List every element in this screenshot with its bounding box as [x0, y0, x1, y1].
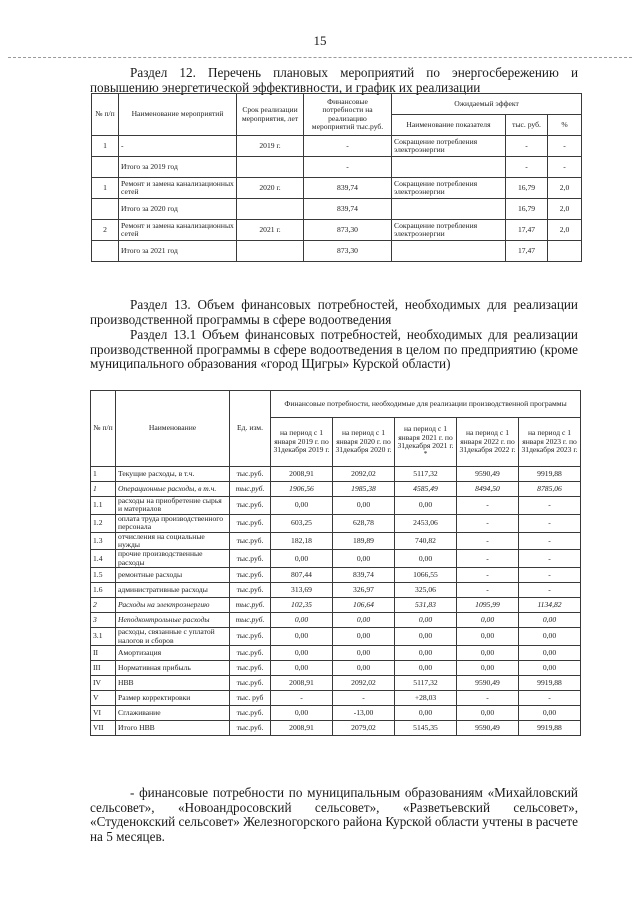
row-value: -	[457, 691, 519, 706]
row-value: -	[271, 691, 333, 706]
row-name: Расходы на электроэнергию	[116, 598, 230, 613]
row-value: 106,64	[333, 598, 395, 613]
row-indicator	[392, 241, 506, 262]
row-value: 189,89	[333, 532, 395, 550]
row-finance: -	[304, 157, 392, 178]
row-value: -	[457, 568, 519, 583]
table-row	[92, 157, 582, 178]
row-value: 102,35	[271, 598, 333, 613]
header-divider	[8, 57, 632, 58]
t2-period-header: на период с 1 января 2020 г. по 31декабря 2020 г.	[333, 418, 395, 467]
row-unit: тыс.руб.	[230, 568, 271, 583]
row-value: 0,00	[333, 613, 395, 628]
row-value: -13,00	[333, 706, 395, 721]
t2-period-header: на период с 1 января 2019 г. по 31декабря 2019 г.	[271, 418, 333, 467]
row-value: 0,00	[271, 646, 333, 661]
row-value: -	[519, 550, 581, 568]
row-value: 0,00	[457, 706, 519, 721]
row-num: 1	[92, 178, 119, 199]
table-row	[91, 497, 581, 515]
t2-period-header: на период с 1 января 2022 г. по 31декабря 2022 г.	[457, 418, 519, 467]
row-value: -	[457, 514, 519, 532]
row-num: III	[91, 661, 116, 676]
row-value: 1066,55	[395, 568, 457, 583]
row-percent: -	[548, 136, 582, 157]
row-num: 1	[91, 467, 116, 482]
row-value: 9590,49	[457, 721, 519, 736]
row-value: -	[457, 532, 519, 550]
table-row	[91, 550, 581, 568]
row-name: Итого за 2021 год	[119, 241, 237, 262]
row-value: 5117,32	[395, 467, 457, 482]
page-number: 15	[313, 33, 327, 48]
table-row	[92, 136, 582, 157]
section13-1-title: Раздел 13.1 Объем финансовых потребностей, необходимых для реализации производственной программы в сфере водоотведения в целом по предприятию (кроме муниципального образования «город Щигры» Курской области)	[90, 327, 578, 372]
row-value: 17,47	[506, 220, 548, 241]
section12-table	[91, 93, 582, 262]
row-num: 3	[91, 613, 116, 628]
row-name: Ремонт и замена канализационных сетей	[119, 178, 237, 199]
row-name: ремонтные расходы	[116, 568, 230, 583]
row-num: 1	[92, 136, 119, 157]
row-value: 0,00	[271, 613, 333, 628]
row-num: 1.2	[91, 514, 116, 532]
row-num: VII	[91, 721, 116, 736]
table-row	[92, 220, 582, 241]
row-num: 3.1	[91, 628, 116, 646]
row-value: 2092,02	[333, 467, 395, 482]
row-value: 5117,32	[395, 676, 457, 691]
row-value: -	[519, 691, 581, 706]
row-unit: тыс. руб	[230, 691, 271, 706]
row-term: 2021 г.	[237, 220, 304, 241]
row-name: Сглаживание	[116, 706, 230, 721]
row-num: IV	[91, 676, 116, 691]
row-value: 325,06	[395, 583, 457, 598]
row-value: 0,00	[519, 661, 581, 676]
table-row	[92, 241, 582, 262]
row-value: -	[506, 157, 548, 178]
row-name: Неподконтрольные расходы	[116, 613, 230, 628]
row-value: 326,97	[333, 583, 395, 598]
row-indicator: Сокращение потребления электроэнергии	[392, 136, 506, 157]
row-unit: тыс.руб.	[230, 661, 271, 676]
row-value: -	[519, 568, 581, 583]
row-indicator: Сокращение потребления электроэнергии	[392, 220, 506, 241]
row-name: Ремонт и замена канализационных сетей	[119, 220, 237, 241]
row-name: Итого НВВ	[116, 721, 230, 736]
row-unit: тыс.руб.	[230, 532, 271, 550]
row-value: 182,18	[271, 532, 333, 550]
row-num: 2	[92, 220, 119, 241]
row-value: 628,78	[333, 514, 395, 532]
row-percent	[548, 241, 582, 262]
row-unit: тыс.руб.	[230, 676, 271, 691]
row-value: 16,79	[506, 178, 548, 199]
row-value: 0,00	[395, 613, 457, 628]
row-value: 0,00	[457, 628, 519, 646]
row-name: оплата труда производственного персонала	[116, 514, 230, 532]
row-unit: тыс.руб.	[230, 497, 271, 515]
row-name: отчисления на социальные нужды	[116, 532, 230, 550]
row-value: 2453,06	[395, 514, 457, 532]
row-unit: тыс.руб.	[230, 598, 271, 613]
row-num: 1	[91, 482, 116, 497]
row-value: 0,00	[395, 706, 457, 721]
row-indicator	[392, 199, 506, 220]
table-row	[91, 598, 581, 613]
col-finance-header: Финансовые потребности на реализацию мероприятий тыс.руб.	[304, 94, 392, 136]
t2-period-header: на период с 1 января 2023 г. по 31декабря 2023 г.	[519, 418, 581, 467]
row-value: 2092,02	[333, 676, 395, 691]
row-name: Размер корректировки	[116, 691, 230, 706]
row-value: 740,82	[395, 532, 457, 550]
row-value: 0,00	[271, 628, 333, 646]
row-num	[92, 241, 119, 262]
section12-title: Раздел 12. Перечень плановых мероприятий по энергосбережению и повышению энергетической эффективности, и график их реализации	[90, 65, 578, 95]
table-row	[91, 646, 581, 661]
row-value: 8494,50	[457, 482, 519, 497]
row-term	[237, 199, 304, 220]
row-name: прочие производственные расходы	[116, 550, 230, 568]
row-value: 9919,88	[519, 676, 581, 691]
row-finance: 839,74	[304, 178, 392, 199]
row-value: 9919,88	[519, 467, 581, 482]
row-term	[237, 241, 304, 262]
row-value: 2079,02	[333, 721, 395, 736]
table-row	[91, 482, 581, 497]
row-value: 0,00	[271, 497, 333, 515]
row-value: 603,25	[271, 514, 333, 532]
row-value: 0,00	[333, 646, 395, 661]
t2-period-header: на период с 1 января 2021 г. по 31декабря 2021 г. *	[395, 418, 457, 467]
row-value: 1985,38	[333, 482, 395, 497]
row-percent: 2,0	[548, 199, 582, 220]
row-name: Итого за 2019 год	[119, 157, 237, 178]
row-value: 5145,35	[395, 721, 457, 736]
row-value: 0,00	[519, 613, 581, 628]
row-value: 0,00	[333, 661, 395, 676]
row-value: 0,00	[333, 550, 395, 568]
row-value: 4585,49	[395, 482, 457, 497]
t2-name-header: Наименование	[116, 391, 230, 467]
row-value: 0,00	[271, 550, 333, 568]
row-name: расходы на приобретение сырья и материалов	[116, 497, 230, 515]
row-value: 9590,49	[457, 467, 519, 482]
row-unit: тыс.руб.	[230, 721, 271, 736]
row-value: -	[506, 136, 548, 157]
row-value: 1134,82	[519, 598, 581, 613]
row-num: 1.4	[91, 550, 116, 568]
row-unit: тыс.руб.	[230, 628, 271, 646]
row-value: 0,00	[519, 706, 581, 721]
row-value: 1095,99	[457, 598, 519, 613]
row-value: 313,69	[271, 583, 333, 598]
t2-num-header: № п/п	[91, 391, 116, 467]
row-value: 17,47	[506, 241, 548, 262]
row-value: 2008,91	[271, 721, 333, 736]
row-unit: тыс.руб.	[230, 583, 271, 598]
row-num	[92, 199, 119, 220]
row-value: -	[519, 497, 581, 515]
row-name: Итого за 2020 год	[119, 199, 237, 220]
row-value: 0,00	[395, 646, 457, 661]
table-row	[91, 721, 581, 736]
row-value: 0,00	[395, 497, 457, 515]
row-value: 0,00	[457, 613, 519, 628]
row-value: -	[457, 497, 519, 515]
row-unit: тыс.руб.	[230, 613, 271, 628]
col-thousand-rub-header: тыс. руб.	[506, 115, 548, 136]
row-term: 2019 г.	[237, 136, 304, 157]
table-row	[91, 583, 581, 598]
row-name: расходы, связанные с уплатой налогов и сборов	[116, 628, 230, 646]
row-name: административные расходы	[116, 583, 230, 598]
row-value: -	[519, 514, 581, 532]
t2-group-header: Финансовые потребности, необходимые для реализации производственной программы	[271, 391, 581, 418]
row-unit: тыс.руб.	[230, 706, 271, 721]
row-unit: тыс.руб.	[230, 482, 271, 497]
row-value: 8785,06	[519, 482, 581, 497]
row-value: 531,83	[395, 598, 457, 613]
table-row	[91, 628, 581, 646]
row-num: VI	[91, 706, 116, 721]
row-value: 0,00	[457, 661, 519, 676]
row-value: 0,00	[271, 661, 333, 676]
row-term	[237, 157, 304, 178]
row-num: 2	[91, 598, 116, 613]
table-row	[92, 199, 582, 220]
row-num: 1.1	[91, 497, 116, 515]
row-finance: 873,30	[304, 241, 392, 262]
footnote: - финансовые потребности по муниципальным образованиям «Михайловский сельсовет», «Новоандросовский сельсовет», «Разветьевский сельсовет», «Студенокский сельсовет» Железногорского района Курской области учтены в расчете на 5 месяцев.	[90, 785, 578, 844]
row-percent: 2,0	[548, 178, 582, 199]
row-name: Амортизация	[116, 646, 230, 661]
row-unit: тыс.руб.	[230, 550, 271, 568]
table-row	[92, 178, 582, 199]
row-term: 2020 г.	[237, 178, 304, 199]
section13-title: Раздел 13. Объем финансовых потребностей, необходимых для реализации производственной программы в сфере водоотведения	[90, 297, 578, 327]
table-row	[91, 467, 581, 482]
row-finance: -	[304, 136, 392, 157]
row-name: Операционные расходы, в т.ч.	[116, 482, 230, 497]
row-value: 0,00	[333, 497, 395, 515]
table-row	[91, 661, 581, 676]
row-value: -	[519, 532, 581, 550]
row-num: II	[91, 646, 116, 661]
row-value: 0,00	[519, 628, 581, 646]
table-row	[91, 514, 581, 532]
row-num: 1.3	[91, 532, 116, 550]
row-percent: -	[548, 157, 582, 178]
row-value: 0,00	[395, 661, 457, 676]
row-num	[92, 157, 119, 178]
row-name: -	[119, 136, 237, 157]
row-value: -	[519, 583, 581, 598]
col-num-header: № п/п	[92, 94, 119, 136]
row-indicator: Сокращение потребления электроэнергии	[392, 178, 506, 199]
row-value: 16,79	[506, 199, 548, 220]
row-indicator	[392, 157, 506, 178]
row-value: -	[457, 583, 519, 598]
table-row	[91, 568, 581, 583]
row-unit: тыс.руб.	[230, 514, 271, 532]
row-value: +28,03	[395, 691, 457, 706]
row-value: 0,00	[271, 706, 333, 721]
col-name-header: Наименование мероприятий	[119, 94, 237, 136]
row-unit: тыс.руб.	[230, 646, 271, 661]
row-value: 0,00	[457, 646, 519, 661]
row-finance: 839,74	[304, 199, 392, 220]
table-row	[91, 676, 581, 691]
row-num: 1.6	[91, 583, 116, 598]
row-value: 807,44	[271, 568, 333, 583]
row-percent: 2,0	[548, 220, 582, 241]
row-value: 0,00	[519, 646, 581, 661]
row-finance: 873,30	[304, 220, 392, 241]
row-value: 9919,88	[519, 721, 581, 736]
t2-unit-header: Ед. изм.	[230, 391, 271, 467]
row-value: -	[457, 550, 519, 568]
row-value: 1906,56	[271, 482, 333, 497]
row-value: -	[333, 691, 395, 706]
row-value: 839,74	[333, 568, 395, 583]
row-num: 1.5	[91, 568, 116, 583]
row-value: 0,00	[333, 628, 395, 646]
table-row	[91, 613, 581, 628]
row-unit: тыс.руб.	[230, 467, 271, 482]
row-name: Текущие расходы, в т.ч.	[116, 467, 230, 482]
row-name: НВВ	[116, 676, 230, 691]
table-row	[91, 691, 581, 706]
row-value: 9590,49	[457, 676, 519, 691]
row-value: 0,00	[395, 550, 457, 568]
row-value: 0,00	[395, 628, 457, 646]
col-percent-header: %	[548, 115, 582, 136]
row-value: 2008,91	[271, 467, 333, 482]
row-name: Нормативная прибыль	[116, 661, 230, 676]
section13-1-table	[90, 390, 581, 736]
table-row	[91, 532, 581, 550]
col-indicator-header: Наименование показателя	[392, 115, 506, 136]
row-num: V	[91, 691, 116, 706]
col-term-header: Срок реализации мероприятия, лет	[237, 94, 304, 136]
col-effect-header: Ожидаемый эффект	[392, 94, 582, 115]
table-row	[91, 706, 581, 721]
row-value: 2008,91	[271, 676, 333, 691]
